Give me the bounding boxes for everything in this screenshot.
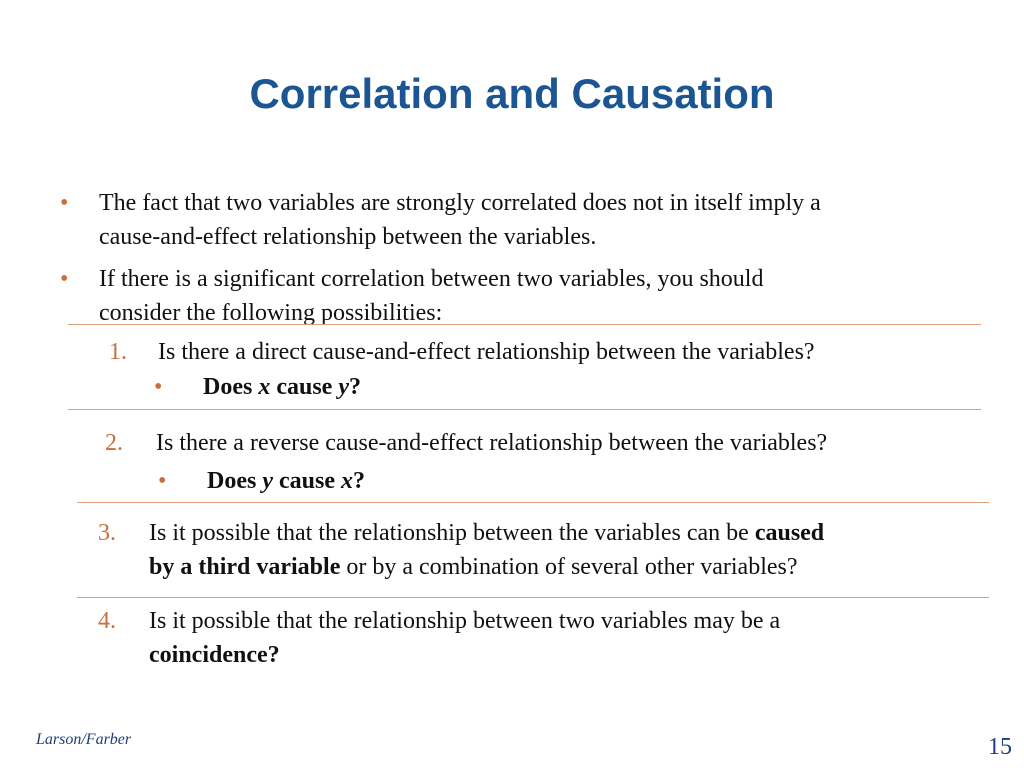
sub-var-1: y: [262, 468, 273, 494]
item-number: 3.: [98, 520, 116, 546]
item-4-line-2-bold: coincidence?: [149, 642, 280, 668]
sub-does: Does: [207, 468, 257, 494]
item-4-line-1: Is it possible that the relationship between two variables may be a: [149, 608, 781, 634]
bullet-text-1: [99, 186, 979, 254]
sub-does: Does: [203, 374, 253, 400]
divider-line: [77, 502, 989, 503]
slide-title: Correlation and Causation: [249, 70, 775, 117]
sub-question-mark: ?: [348, 374, 361, 400]
divider-line: [68, 409, 981, 410]
bullet-text-2: [99, 262, 979, 330]
item-1-text: Is there a direct cause-and-effect relationship between the variables?: [158, 339, 815, 365]
sub-question-mark: ?: [352, 468, 365, 494]
item-3-line-2: [149, 550, 979, 584]
bullet-marker: •: [60, 266, 69, 292]
item-3-line-1-plain: Is it possible that the relationship between the variables can be: [149, 520, 755, 546]
item-number: 2.: [105, 430, 123, 456]
bullet-2-line-2: consider the following possibilities:: [99, 300, 443, 326]
sub-var-1: x: [258, 374, 271, 400]
item-3-line-2-plain: or by a combination of several other variables?: [340, 554, 798, 580]
footer-author: Larson/Farber: [36, 731, 132, 748]
item-3-text: [149, 516, 979, 584]
bullet-1-line-1: The fact that two variables are strongly correlated does not in itself imply a: [99, 190, 821, 216]
sub-bullet-marker: •: [154, 374, 163, 400]
item-3-line-2-bold: by a third variable: [149, 554, 341, 580]
item-number: 4.: [98, 608, 116, 634]
sub-var-2: x: [340, 468, 353, 494]
item-3-line-1-bold: caused: [754, 520, 825, 546]
item-4-text: [149, 604, 979, 672]
divider-line: [77, 597, 989, 598]
sub-cause: cause: [278, 468, 335, 494]
sub-var-2: y: [338, 374, 349, 400]
item-2-text: Is there a reverse cause-and-effect relationship between the variables?: [156, 430, 828, 456]
item-number: 1.: [109, 339, 127, 365]
item-2-sub-question: [207, 464, 365, 498]
divider-line: [68, 324, 981, 325]
bullet-1-line-2: cause-and-effect relationship between the variables.: [99, 224, 597, 250]
item-1-sub-question: [203, 370, 361, 404]
item-4-line-2: [149, 638, 979, 672]
sub-cause: cause: [276, 374, 333, 400]
sub-bullet-marker: •: [158, 468, 167, 494]
page-number: 15: [988, 734, 1012, 760]
item-3-line-1: [149, 516, 979, 550]
bullet-2-line-1: If there is a significant correlation between two variables, you should: [99, 266, 764, 292]
bullet-marker: •: [60, 190, 69, 216]
